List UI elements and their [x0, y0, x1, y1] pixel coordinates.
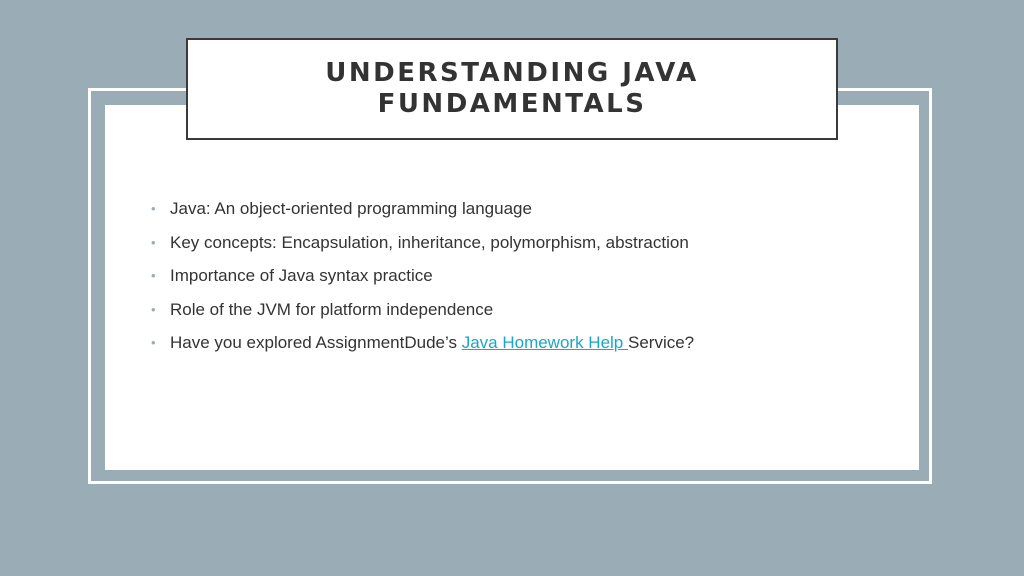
slide-title: UNDERSTANDING JAVA FUNDAMENTALS	[325, 58, 699, 119]
bullet-dot-icon: •	[151, 301, 156, 317]
bullet-text: Key concepts: Encapsulation, inheritance, polymorphism, abstraction	[170, 232, 689, 252]
bullet-list	[150, 197, 890, 365]
bullet-text-prefix: Have you explored AssignmentDude’s	[170, 333, 462, 352]
bullet-dot-icon: •	[151, 234, 156, 250]
bullet-text: Importance of Java syntax practice	[170, 266, 433, 285]
bullet-dot-icon: •	[151, 268, 156, 283]
bullet-text: Role of the JVM for platform independence	[170, 299, 494, 319]
bullet-dot-icon: •	[151, 335, 156, 350]
bullet-item	[150, 331, 890, 365]
bullet-text: Java: An object-oriented programming language	[170, 199, 532, 218]
bullet-item	[150, 197, 890, 231]
java-homework-help-link[interactable]: Java Homework Help	[461, 333, 628, 352]
title-box	[186, 38, 838, 140]
bullet-item	[150, 231, 890, 265]
bullet-item	[150, 264, 890, 298]
bullet-text-suffix: Service?	[627, 333, 695, 352]
bullet-item	[150, 298, 890, 332]
bullet-dot-icon: •	[151, 201, 156, 216]
